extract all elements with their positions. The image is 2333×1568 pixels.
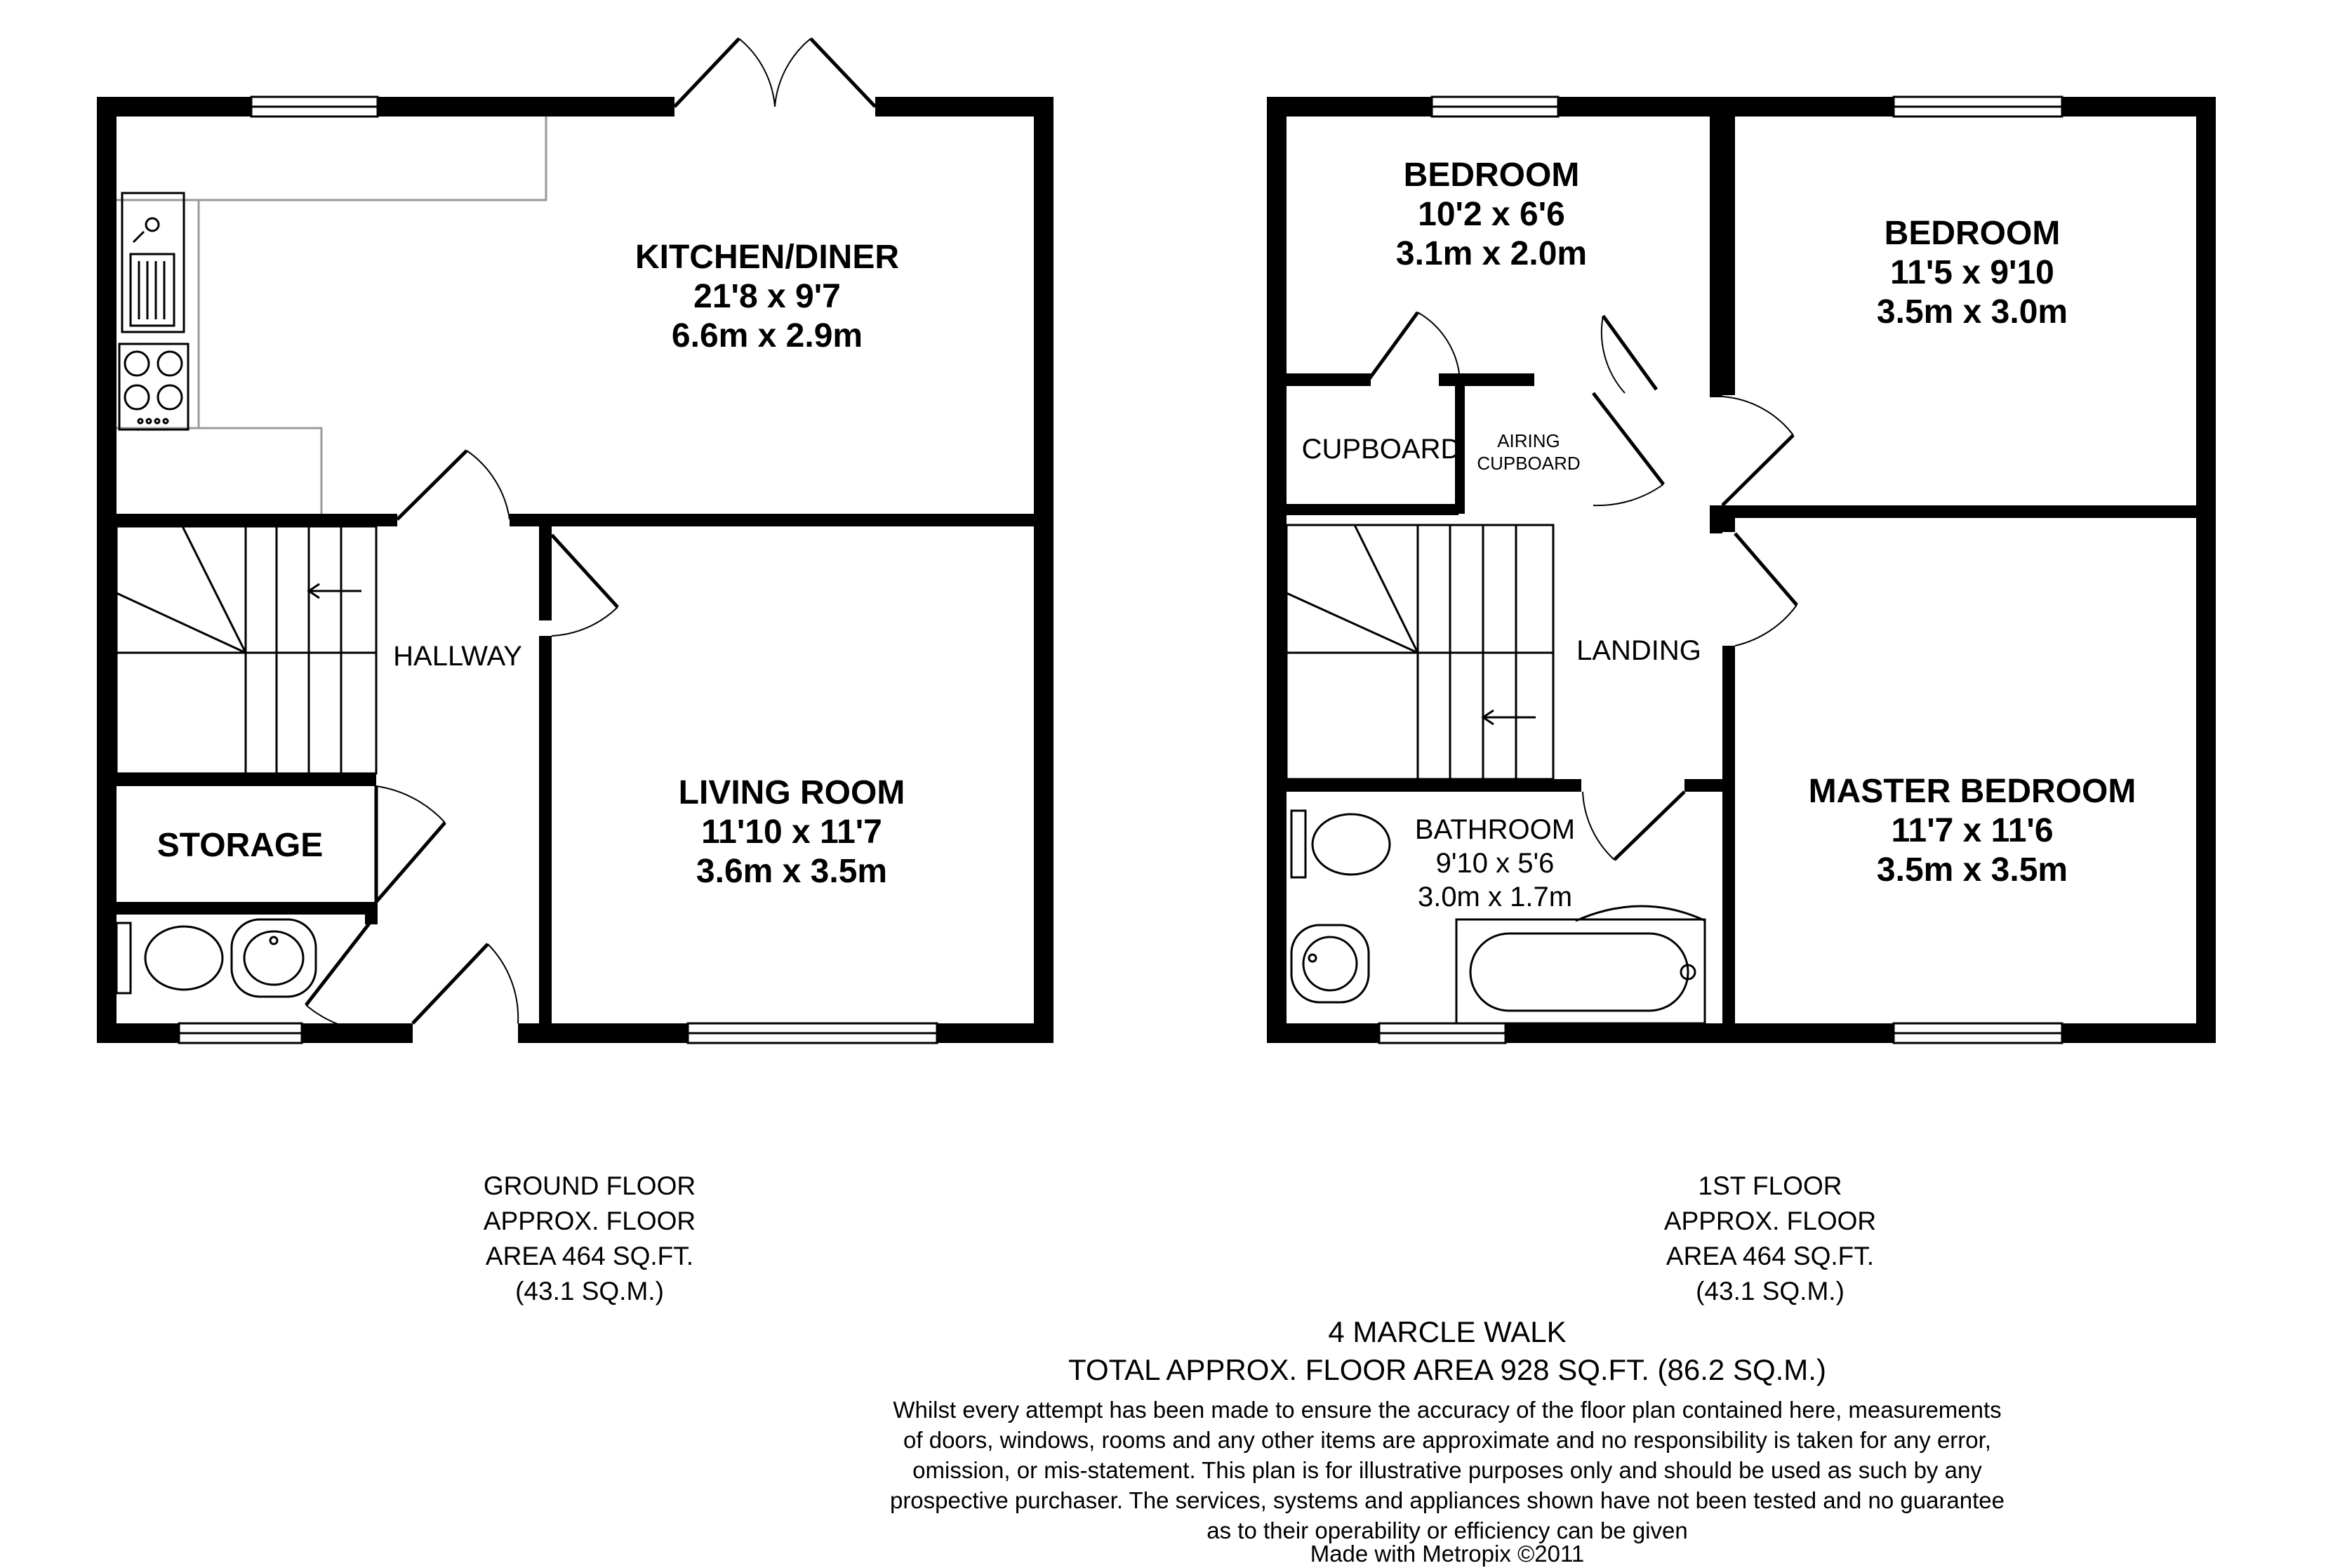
bathroom-wc-icon: [1291, 811, 1390, 877]
kitchen-door: [397, 451, 510, 519]
disclaimer: [890, 1397, 2005, 1567]
kitchen-metric: 6.6m x 2.9m: [671, 317, 863, 354]
bathroom-metric: 3.0m x 1.7m: [1417, 882, 1573, 912]
cupboard-door: [1369, 312, 1460, 380]
property-summary: [1068, 1315, 1826, 1386]
kitchen-imperial: 21'8 x 9'7: [693, 278, 841, 315]
airing-cupboard-door: [1593, 393, 1663, 505]
right-bedroom-imperial: 11'5 x 9'10: [1890, 254, 2054, 291]
property-address: 4 MARCLE WALK: [1328, 1315, 1567, 1348]
small-bedroom-imperial: 10'2 x 6'6: [1418, 196, 1565, 233]
total-floor-area: TOTAL APPROX. FLOOR AREA 928 SQ.FT. (86.2 SQ.M.): [1068, 1353, 1826, 1386]
master-bedroom-imperial: 11'7 x 11'6: [1891, 812, 2054, 849]
ground-basin-icon: [232, 919, 316, 997]
right-bedroom-door: [1722, 397, 1793, 505]
first-floor-info-line: APPROX. FLOOR: [1663, 1207, 1877, 1235]
disclaimer-line: as to their operability or efficiency can be given: [1207, 1517, 1688, 1543]
room-labels: [157, 157, 2136, 912]
living-room-metric: 3.6m x 3.5m: [696, 853, 888, 890]
living-room-imperial: 11'10 x 11'7: [701, 813, 882, 851]
metropix-credit: Made with Metropix ©2011: [1310, 1541, 1585, 1567]
first-floor-info-line: 1ST FLOOR: [1698, 1171, 1842, 1200]
disclaimer-line: Whilst every attempt has been made to ensure the accuracy of the floor plan contained here, measurements: [893, 1397, 2002, 1423]
first-floor-info-line: AREA 464 SQ.FT.: [1666, 1242, 1875, 1270]
ground-floor-info: [484, 1171, 696, 1305]
master-bedroom-door: [1735, 533, 1797, 646]
storage-label: STORAGE: [157, 827, 324, 864]
bathroom-door: [1583, 792, 1684, 860]
right-bedroom-name: BEDROOM: [1884, 215, 2061, 252]
ground-floor-info-line: GROUND FLOOR: [483, 1171, 696, 1200]
ground-floor-info-line: APPROX. FLOOR: [483, 1207, 696, 1235]
bathroom-imperial: 9'10 x 5'6: [1435, 848, 1555, 879]
ground-floor-info-line: (43.1 SQ.M.): [515, 1277, 664, 1305]
disclaimer-line: prospective purchaser. The services, systems and appliances shown have not been tested and no guarantee: [889, 1487, 2005, 1513]
front-door: [413, 944, 518, 1023]
kitchen-sink-icon: [122, 193, 184, 332]
master-bedroom-metric: 3.5m x 3.5m: [1876, 851, 2068, 889]
first-floor-info: [1664, 1171, 1876, 1305]
small-bedroom-name: BEDROOM: [1403, 157, 1580, 194]
first-floor-info-line: (43.1 SQ.M.): [1696, 1277, 1845, 1305]
disclaimer-line: of doors, windows, rooms and any other items are approximate and no responsibility is taken for any error,: [903, 1427, 1991, 1453]
bathroom-name: BATHROOM: [1414, 814, 1576, 845]
disclaimer-line: omission, or mis-statement. This plan is for illustrative purposes only and should be used as such by any: [912, 1457, 1982, 1483]
bedroom-door: [1602, 316, 1656, 393]
storage-door: [376, 786, 445, 902]
landing-label: LANDING: [1576, 635, 1701, 666]
ground-wc-icon: [117, 923, 222, 993]
bathroom-basin-icon: [1291, 925, 1369, 1002]
ground-floor-plan: [97, 39, 1053, 1043]
kitchen-french-doors: [674, 39, 875, 107]
airing-cupboard-label-1: AIRING: [1497, 430, 1560, 451]
kitchen-worktop: [117, 117, 546, 514]
ground-floor-info-line: AREA 464 SQ.FT.: [485, 1242, 694, 1270]
small-bedroom-metric: 3.1m x 2.0m: [1395, 235, 1588, 272]
master-bedroom-name: MASTER BEDROOM: [1808, 773, 2136, 810]
kitchen-name: KITCHEN/DINER: [634, 239, 900, 276]
airing-cupboard-label-2: CUPBOARD: [1477, 453, 1581, 474]
living-room-door: [552, 535, 618, 636]
right-bedroom-metric: 3.5m x 3.0m: [1876, 293, 2068, 331]
ground-floor-stairs: [117, 526, 376, 773]
first-floor-stairs: [1287, 525, 1553, 779]
hallway-label: HALLWAY: [393, 641, 522, 672]
ground-floor-outer-walls: [97, 97, 1053, 1043]
bath-icon: [1456, 906, 1706, 1023]
cupboard-label: CUPBOARD: [1301, 434, 1461, 465]
living-room-name: LIVING ROOM: [678, 774, 905, 811]
kitchen-hob-icon: [119, 344, 188, 430]
